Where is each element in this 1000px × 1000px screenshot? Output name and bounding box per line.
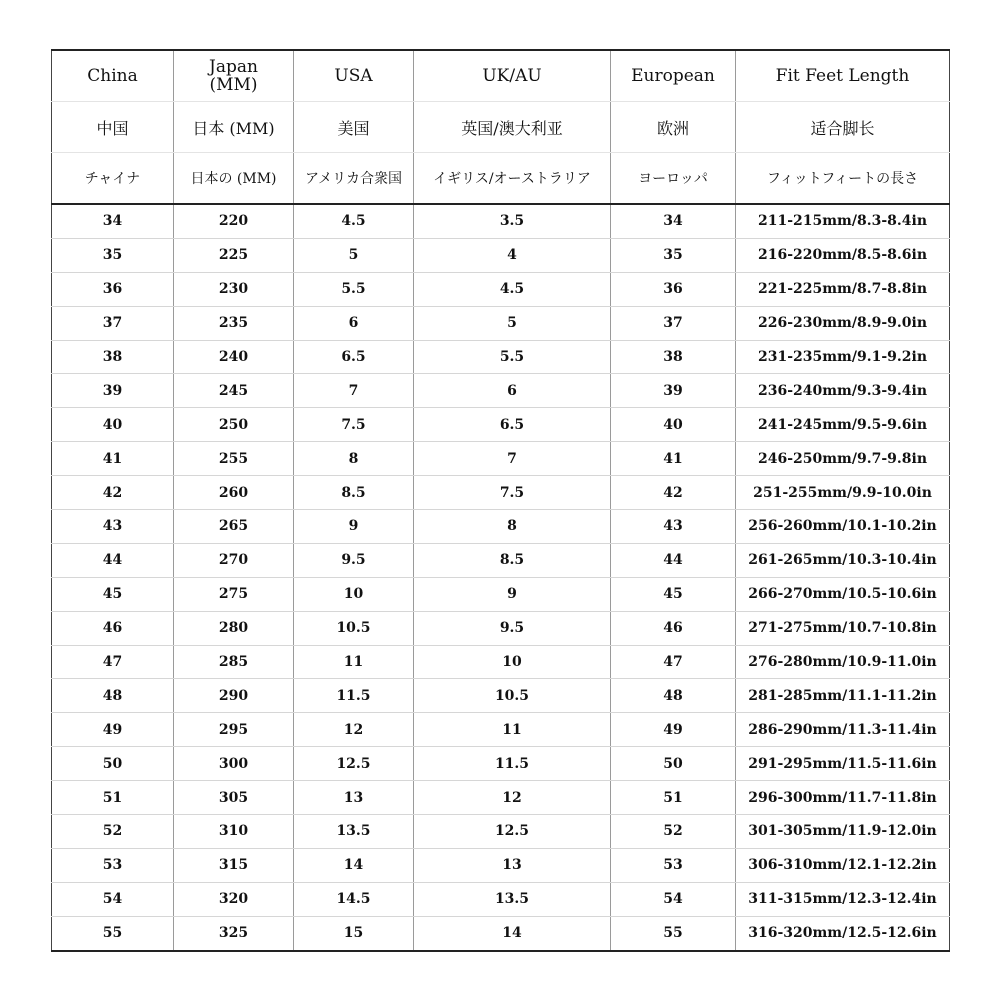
european-size-cell: 38 [611,340,736,374]
fit-feet-length-cell: 226-230mm/8.9-9.0in [736,306,950,340]
china-size-cell: 55 [52,916,174,950]
japan-size-cell: 270 [174,543,294,577]
european-size-cell: 42 [611,476,736,510]
uk-au-size-cell: 9.5 [414,611,611,645]
japan-size-cell: 320 [174,882,294,916]
header-european: European [611,50,736,102]
china-size-cell: 39 [52,374,174,408]
european-size-cell: 50 [611,747,736,781]
header-japan-ja: 日本の (MM) [174,153,294,205]
japan-size-cell: 225 [174,238,294,272]
european-size-cell: 41 [611,442,736,476]
table-row [52,476,950,510]
table-row [52,713,950,747]
japan-size-cell: 315 [174,848,294,882]
china-size-cell: 43 [52,510,174,544]
header-fit-feet-length-zh: 适合脚长 [736,102,950,153]
china-size-cell: 52 [52,815,174,849]
header-fit-feet-length-ja: フィットフィートの長さ [736,153,950,205]
japan-size-cell: 325 [174,916,294,950]
uk-au-size-cell: 7 [414,442,611,476]
european-size-cell: 53 [611,848,736,882]
china-size-cell: 38 [52,340,174,374]
uk-au-size-cell: 4.5 [414,272,611,306]
uk-au-size-cell: 5.5 [414,340,611,374]
header-uk-au-zh: 英国/澳大利亚 [414,102,611,153]
usa-size-cell: 10.5 [294,611,414,645]
table-row [52,272,950,306]
usa-size-cell: 8.5 [294,476,414,510]
china-size-cell: 49 [52,713,174,747]
uk-au-size-cell: 7.5 [414,476,611,510]
usa-size-cell: 10 [294,577,414,611]
table-row [52,611,950,645]
uk-au-size-cell: 6 [414,374,611,408]
fit-feet-length-cell: 301-305mm/11.9-12.0in [736,815,950,849]
header-japan-zh: 日本 (MM) [174,102,294,153]
china-size-cell: 53 [52,848,174,882]
european-size-cell: 44 [611,543,736,577]
size-chart-body [52,204,950,951]
table-row [52,543,950,577]
fit-feet-length-cell: 221-225mm/8.7-8.8in [736,272,950,306]
header-row-chinese [52,102,950,153]
japan-size-cell: 230 [174,272,294,306]
usa-size-cell: 6.5 [294,340,414,374]
header-japan-line1: Japan [209,57,258,77]
china-size-cell: 48 [52,679,174,713]
china-size-cell: 36 [52,272,174,306]
fit-feet-length-cell: 306-310mm/12.1-12.2in [736,848,950,882]
china-size-cell: 54 [52,882,174,916]
fit-feet-length-cell: 296-300mm/11.7-11.8in [736,781,950,815]
header-fit-feet-length: Fit Feet Length [736,50,950,102]
china-size-cell: 41 [52,442,174,476]
european-size-cell: 47 [611,645,736,679]
usa-size-cell: 11.5 [294,679,414,713]
usa-size-cell: 13 [294,781,414,815]
header-uk-au: UK/AU [414,50,611,102]
european-size-cell: 49 [611,713,736,747]
usa-size-cell: 14 [294,848,414,882]
japan-size-cell: 285 [174,645,294,679]
china-size-cell: 46 [52,611,174,645]
usa-size-cell: 12 [294,713,414,747]
uk-au-size-cell: 13.5 [414,882,611,916]
fit-feet-length-cell: 251-255mm/9.9-10.0in [736,476,950,510]
table-row [52,204,950,238]
table-row [52,374,950,408]
japan-size-cell: 305 [174,781,294,815]
japan-size-cell: 310 [174,815,294,849]
japan-size-cell: 265 [174,510,294,544]
usa-size-cell: 11 [294,645,414,679]
header-usa-ja: アメリカ合衆国 [294,153,414,205]
european-size-cell: 48 [611,679,736,713]
china-size-cell: 45 [52,577,174,611]
china-size-cell: 47 [52,645,174,679]
usa-size-cell: 4.5 [294,204,414,238]
table-row [52,679,950,713]
european-size-cell: 51 [611,781,736,815]
european-size-cell: 35 [611,238,736,272]
header-usa: USA [294,50,414,102]
uk-au-size-cell: 10.5 [414,679,611,713]
fit-feet-length-cell: 216-220mm/8.5-8.6in [736,238,950,272]
usa-size-cell: 6 [294,306,414,340]
japan-size-cell: 295 [174,713,294,747]
header-row-english [52,50,950,102]
table-row [52,645,950,679]
uk-au-size-cell: 14 [414,916,611,950]
fit-feet-length-cell: 291-295mm/11.5-11.6in [736,747,950,781]
header-row-japanese [52,153,950,205]
uk-au-size-cell: 13 [414,848,611,882]
table-row [52,340,950,374]
china-size-cell: 34 [52,204,174,238]
uk-au-size-cell: 9 [414,577,611,611]
uk-au-size-cell: 10 [414,645,611,679]
fit-feet-length-cell: 316-320mm/12.5-12.6in [736,916,950,950]
header-european-zh: 欧洲 [611,102,736,153]
table-row [52,238,950,272]
uk-au-size-cell: 11.5 [414,747,611,781]
european-size-cell: 46 [611,611,736,645]
european-size-cell: 40 [611,408,736,442]
table-row [52,577,950,611]
european-size-cell: 55 [611,916,736,950]
china-size-cell: 51 [52,781,174,815]
table-row [52,916,950,950]
fit-feet-length-cell: 241-245mm/9.5-9.6in [736,408,950,442]
china-size-cell: 40 [52,408,174,442]
usa-size-cell: 15 [294,916,414,950]
header-china-ja: チャイナ [52,153,174,205]
fit-feet-length-cell: 236-240mm/9.3-9.4in [736,374,950,408]
header-uk-au-ja: イギリス/オーストラリア [414,153,611,205]
japan-size-cell: 235 [174,306,294,340]
usa-size-cell: 5.5 [294,272,414,306]
fit-feet-length-cell: 256-260mm/10.1-10.2in [736,510,950,544]
usa-size-cell: 8 [294,442,414,476]
fit-feet-length-cell: 231-235mm/9.1-9.2in [736,340,950,374]
fit-feet-length-cell: 261-265mm/10.3-10.4in [736,543,950,577]
china-size-cell: 50 [52,747,174,781]
usa-size-cell: 7 [294,374,414,408]
china-size-cell: 44 [52,543,174,577]
fit-feet-length-cell: 271-275mm/10.7-10.8in [736,611,950,645]
uk-au-size-cell: 8 [414,510,611,544]
fit-feet-length-cell: 276-280mm/10.9-11.0in [736,645,950,679]
table-row [52,510,950,544]
european-size-cell: 39 [611,374,736,408]
table-row [52,408,950,442]
header-european-ja: ヨーロッパ [611,153,736,205]
usa-size-cell: 12.5 [294,747,414,781]
china-size-cell: 35 [52,238,174,272]
china-size-cell: 42 [52,476,174,510]
usa-size-cell: 14.5 [294,882,414,916]
japan-size-cell: 240 [174,340,294,374]
japan-size-cell: 260 [174,476,294,510]
uk-au-size-cell: 6.5 [414,408,611,442]
uk-au-size-cell: 3.5 [414,204,611,238]
japan-size-cell: 255 [174,442,294,476]
usa-size-cell: 9.5 [294,543,414,577]
table-row [52,815,950,849]
usa-size-cell: 13.5 [294,815,414,849]
header-china: China [52,50,174,102]
usa-size-cell: 9 [294,510,414,544]
japan-size-cell: 290 [174,679,294,713]
european-size-cell: 54 [611,882,736,916]
header-japan [174,50,294,102]
size-chart-header [52,50,950,204]
fit-feet-length-cell: 281-285mm/11.1-11.2in [736,679,950,713]
uk-au-size-cell: 8.5 [414,543,611,577]
japan-size-cell: 280 [174,611,294,645]
fit-feet-length-cell: 286-290mm/11.3-11.4in [736,713,950,747]
table-row [52,781,950,815]
table-row [52,306,950,340]
china-size-cell: 37 [52,306,174,340]
header-japan-line2: (MM) [209,75,258,95]
table-row [52,848,950,882]
uk-au-size-cell: 12.5 [414,815,611,849]
uk-au-size-cell: 11 [414,713,611,747]
header-china-zh: 中国 [52,102,174,153]
japan-size-cell: 275 [174,577,294,611]
european-size-cell: 36 [611,272,736,306]
fit-feet-length-cell: 266-270mm/10.5-10.6in [736,577,950,611]
european-size-cell: 43 [611,510,736,544]
fit-feet-length-cell: 246-250mm/9.7-9.8in [736,442,950,476]
japan-size-cell: 245 [174,374,294,408]
european-size-cell: 52 [611,815,736,849]
table-row [52,747,950,781]
japan-size-cell: 250 [174,408,294,442]
japan-size-cell: 300 [174,747,294,781]
european-size-cell: 37 [611,306,736,340]
usa-size-cell: 7.5 [294,408,414,442]
size-chart-table [51,49,950,952]
european-size-cell: 34 [611,204,736,238]
japan-size-cell: 220 [174,204,294,238]
uk-au-size-cell: 5 [414,306,611,340]
table-row [52,442,950,476]
header-usa-zh: 美国 [294,102,414,153]
european-size-cell: 45 [611,577,736,611]
fit-feet-length-cell: 211-215mm/8.3-8.4in [736,204,950,238]
uk-au-size-cell: 4 [414,238,611,272]
uk-au-size-cell: 12 [414,781,611,815]
usa-size-cell: 5 [294,238,414,272]
fit-feet-length-cell: 311-315mm/12.3-12.4in [736,882,950,916]
table-row [52,882,950,916]
